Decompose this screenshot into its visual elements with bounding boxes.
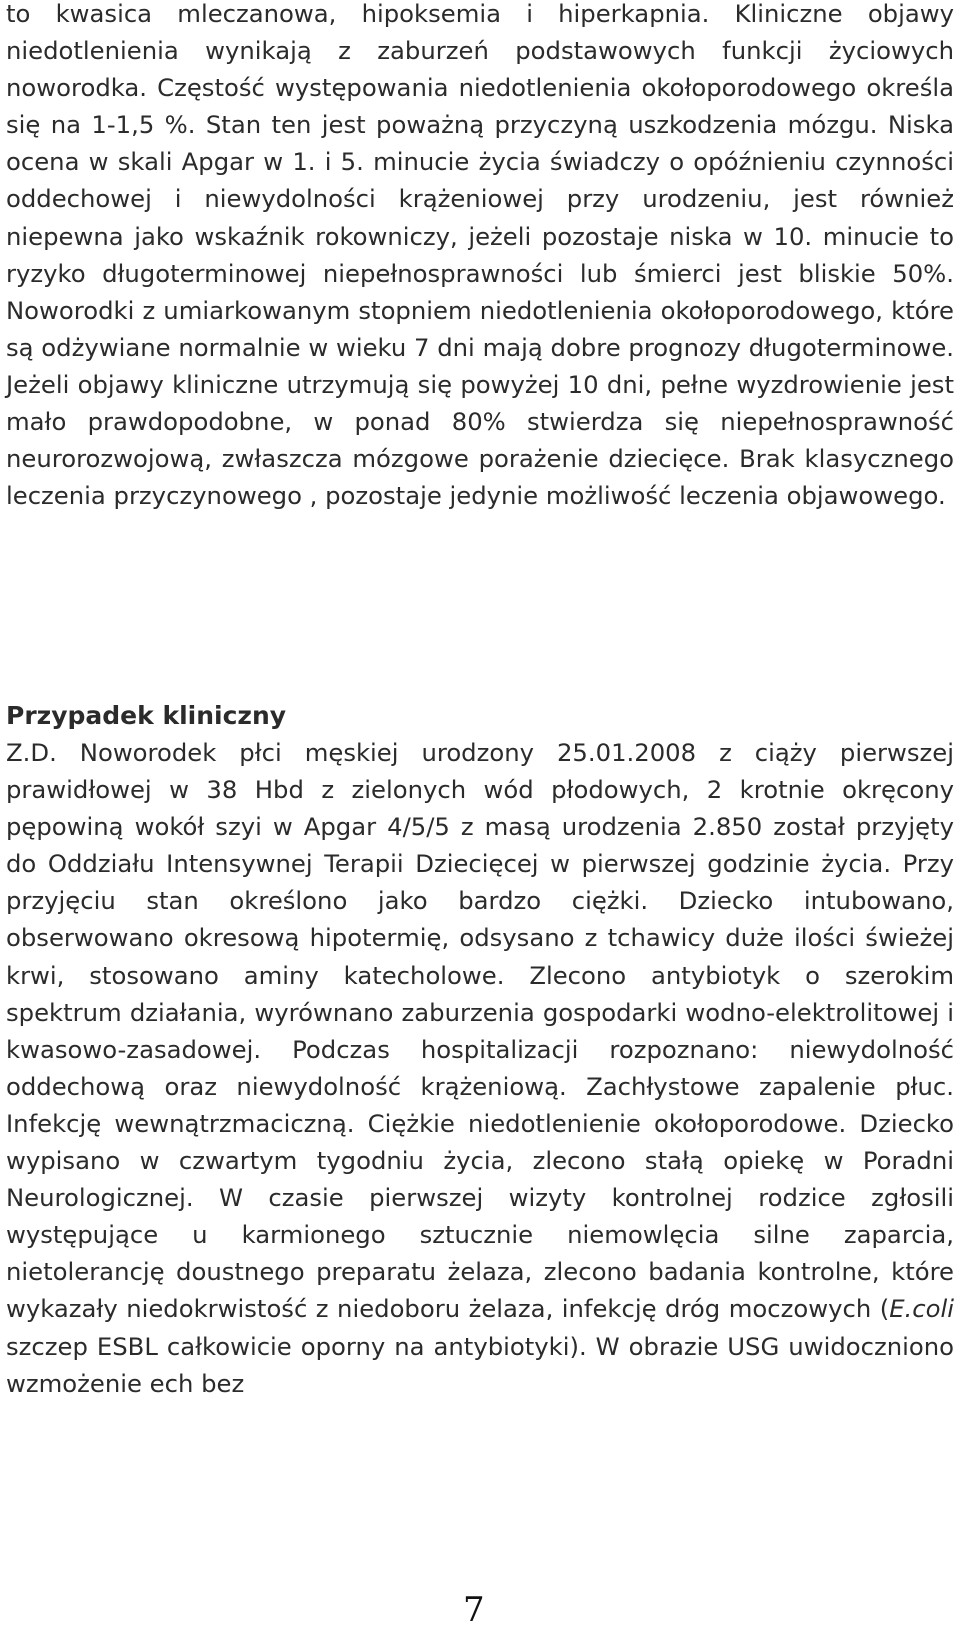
case-text-part-1: Z.D. Noworodek płci męskiej urodzony 25.01.2008 z ciąży pierwszej prawidłowej w 38 Hbd z zielonych wód płodowych, 2 krotnie okręcony pępowiną wokół szyi w Apgar 4/5/5 z masą urodzenia 2.850 został przyjęty do Oddziału Intensywnej Terapii Dziecięcej w pierwszej godzinie życia. Przy przyjęciu stan określono jako bardzo ciężki. Dziecko intubowano, obserwowano okresową hipotermię, odsysano z tchawicy duże ilości świeżej krwi, stosowano aminy katecholowe. Zlecono antybiotyk o szerokim spektrum działania, wyrównano zaburzenia gospodarki wodno-elektrolitowej i kwasowo-zasadowej. Podczas hospitalizacji rozpoznano: niewydolność oddechową oraz niewydolność krążeniową. Zachłystowe zapalenie płuc. Infekcję wewnątrzmaciczną. Ciężkie niedotlenienie okołoporodowe. Dziecko wypisano w czwartym tygodniu życia, zlecono stałą opiekę w Poradni Neurologicznej. W czasie pierwszej wizyty kontrolnej rodzice zgłosili występujące u karmionego sztucznie niemowlęcia silne zaparcia, nietolerancję doustnego preparatu żelaza, zlecono badania kontrolne, które wykazały niedokrwistość z niedoboru żelaza, infekcję dróg moczowych ( xyxy=(6,738,954,1324)
case-text-part-2: szczep ESBL całkowicie oporny na antybiotyki). W obrazie USG uwidoczniono wzmożenie ech bez xyxy=(6,1331,954,1398)
body-paragraph-case xyxy=(6,734,954,1402)
body-paragraph-intro: to kwasica mleczanowa, hipoksemia i hiperkapnia. Kliniczne objawy niedotlenienia wynikają z zaburzeń podstawowych funkcji życiowych noworodka. Częstość występowania niedotlenienia okołoporodowego określa się na 1-1,5 %. Stan ten jest poważną przyczyną uszkodzenia mózgu. Niska ocena w skali Apgar w 1. i 5. minucie życia świadczy o opóźnieniu czynności oddechowej i niewydolności krążeniowej przy urodzeniu, jest również niepewna jako wskaźnik rokowniczy, jeżeli pozostaje niska w 10. minucie to ryzyko długoterminowej niepełnosprawności lub śmierci jest bliskie 50%. Noworodki z umiarkowanym stopniem niedotlenienia okołoporodowego, które są odżywiane normalnie w wieku 7 dni mają dobre prognozy długoterminowe. Jeżeli objawy kliniczne utrzymują się powyżej 10 dni, pełne wyzdrowienie jest mało prawdopodobne, w ponad 80% stwierdza się niepełnosprawność neurorozwojową, zwłaszcza mózgowe porażenie dziecięce. Brak klasycznego leczenia przyczynowego , pozostaje jedynie możliwość leczenia objawowego. xyxy=(6,0,954,511)
page-number: 7 xyxy=(463,1590,485,1630)
section-heading: Przypadek kliniczny xyxy=(6,701,287,730)
case-text-italic: E.coli xyxy=(889,1294,954,1324)
